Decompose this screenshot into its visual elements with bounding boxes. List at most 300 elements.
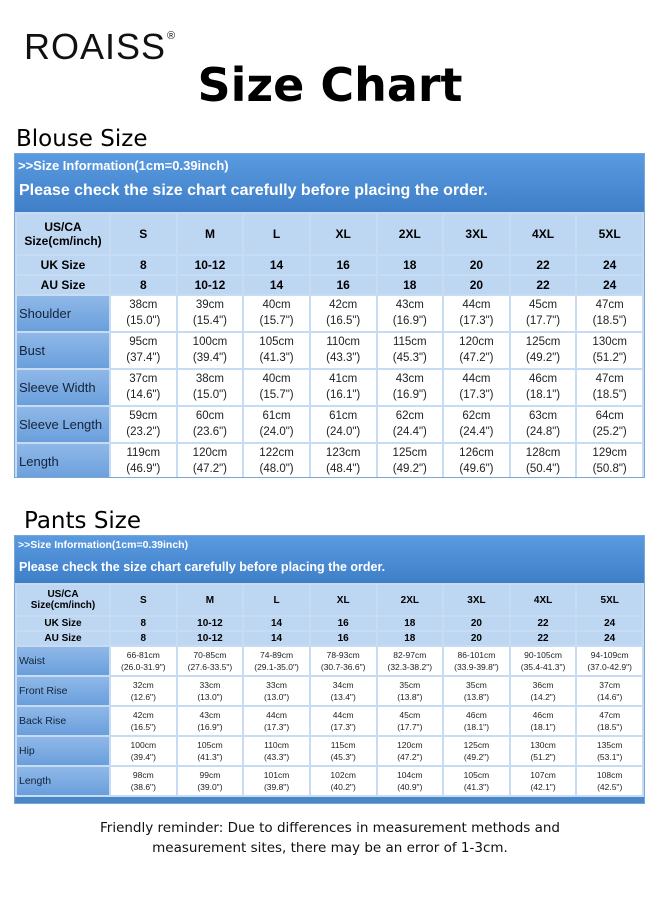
inch-value: (13.0") [197, 692, 223, 702]
blouse-chart-header [15, 154, 644, 212]
inch-value: (50.4") [526, 462, 561, 475]
pants-measure-cell [111, 707, 176, 735]
cm-value: 60cm [195, 409, 224, 422]
pants-measure-cell [577, 767, 642, 795]
blouse-measure-cell [111, 407, 176, 442]
cm-value: 44cm [332, 709, 354, 720]
pants-measure-cell [178, 647, 243, 675]
inch-value: (17.7") [397, 722, 423, 732]
cm-value: 45cm [529, 298, 558, 311]
pants-row-label: Length [17, 767, 109, 795]
inch-value: (48.0") [259, 462, 294, 475]
pants-us-size-5: 3XL [444, 585, 509, 615]
pants-measure-cell [378, 677, 443, 705]
pants-uk-size-3: 16 [311, 617, 376, 630]
pants-measure-cell [444, 677, 509, 705]
inch-value: (39.4") [130, 752, 156, 762]
blouse-size-table [15, 212, 644, 478]
pants-measure-cell [244, 707, 309, 735]
blouse-measure-cell [178, 407, 243, 442]
inch-value: (39.4") [192, 351, 227, 364]
pants-us-size-row [17, 585, 642, 615]
cm-value: 66-81cm [126, 649, 160, 660]
blouse-measure-cell [511, 370, 576, 405]
cm-value: 38cm [195, 372, 224, 385]
inch-value: (24.4") [392, 425, 427, 438]
inch-value: (38.6") [130, 782, 156, 792]
cm-value: 61cm [262, 409, 291, 422]
blouse-header-label: US/CA Size(cm/inch) [17, 214, 109, 254]
pants-measure-cell [311, 677, 376, 705]
inch-value: (47.2") [397, 752, 423, 762]
blouse-au-size-2: 14 [244, 276, 309, 294]
inch-value: (24.0") [259, 425, 294, 438]
blouse-measure-cell [444, 333, 509, 368]
cm-value: 40cm [262, 372, 291, 385]
blouse-measure-cell [244, 407, 309, 442]
cm-value: 135cm [596, 739, 623, 750]
inch-value: (26.0-31.9") [121, 662, 166, 672]
cm-value: 44cm [266, 709, 287, 720]
cm-value: 120cm [397, 739, 423, 750]
pants-au-size-row [17, 632, 642, 645]
cm-value: 115cm [392, 335, 427, 348]
inch-value: (42.5") [597, 782, 623, 792]
blouse-measure-cell [311, 333, 376, 368]
blouse-uk-size-1: 10-12 [178, 256, 243, 274]
blouse-measure-cell [111, 370, 176, 405]
cm-value: 62cm [395, 409, 424, 422]
inch-value: (17.3") [263, 722, 290, 732]
cm-value: 46cm [532, 709, 554, 720]
pants-row-label: Front Rise [17, 677, 109, 705]
pants-measure-cell [111, 737, 176, 765]
inch-value: (50.8") [592, 462, 627, 475]
blouse-size-chart [14, 153, 645, 478]
pants-us-size-6: 4XL [511, 585, 576, 615]
blouse-measure-cell [311, 444, 376, 478]
blouse-us-size-0: S [111, 214, 176, 254]
inch-value: (13.8") [463, 692, 490, 702]
cm-value: 82-97cm [393, 649, 427, 660]
pants-size-info: >>Size Information(1cm=0.39inch) [18, 539, 189, 551]
blouse-au-size-3: 16 [311, 276, 376, 294]
inch-value: (24.0") [326, 425, 361, 438]
cm-value: 115cm [330, 739, 356, 750]
pants-uk-size-1: 10-12 [178, 617, 243, 630]
cm-value: 34cm [332, 679, 354, 690]
inch-value: (18.1") [526, 388, 561, 401]
brand-name: ROAISS [24, 26, 167, 67]
cm-value: 78-93cm [326, 649, 360, 660]
cm-value: 37cm [129, 372, 158, 385]
inch-value: (17.7") [526, 314, 561, 327]
inch-value: (37.4") [126, 351, 161, 364]
inch-value: (18.1") [530, 722, 556, 732]
blouse-uk-size-4: 18 [378, 256, 443, 274]
pants-uk-size-4: 18 [378, 617, 443, 630]
pants-row-label: Hip [17, 737, 109, 765]
pants-measure-row [17, 647, 642, 675]
pants-au-size-5: 20 [444, 632, 509, 645]
cm-value: 74-89cm [260, 649, 294, 660]
cm-value: 122cm [259, 446, 294, 459]
blouse-measure-cell [378, 444, 443, 478]
cm-value: 125cm [463, 739, 490, 750]
blouse-uk-size-3: 16 [311, 256, 376, 274]
pants-au-size-7: 24 [577, 632, 642, 645]
cm-value: 36cm [532, 679, 554, 690]
inch-value: (33.9-39.8") [454, 662, 499, 672]
cm-value: 43cm [199, 709, 221, 720]
blouse-us-size-7: 5XL [577, 214, 642, 254]
cm-value: 130cm [592, 335, 627, 348]
cm-value: 100cm [192, 335, 228, 348]
cm-value: 38cm [129, 298, 158, 311]
blouse-measure-row [17, 370, 642, 405]
pants-measure-cell [378, 767, 443, 795]
inch-value: (17.3") [459, 314, 494, 327]
inch-value: (23.2") [126, 425, 161, 438]
blouse-measure-cell [311, 370, 376, 405]
inch-value: (49.2") [526, 351, 561, 364]
blouse-measure-cell [178, 333, 243, 368]
blouse-measure-cell [244, 333, 309, 368]
pants-us-size-3: XL [311, 585, 376, 615]
pants-measure-cell [378, 647, 443, 675]
blouse-measure-cell [577, 370, 642, 405]
blouse-measure-cell [244, 444, 309, 478]
blouse-measure-cell [444, 407, 509, 442]
blouse-check-notice: Please check the size chart carefully before placing the order. [19, 182, 488, 199]
pants-uk-size-row [17, 617, 642, 630]
pants-measure-cell [111, 767, 176, 795]
inch-value: (30.7-36.6") [320, 662, 366, 672]
pants-measure-cell [511, 767, 576, 795]
blouse-uk-size-2: 14 [244, 256, 309, 274]
pants-measure-cell [511, 707, 576, 735]
cm-value: 35cm [399, 679, 421, 690]
pants-uk-size-2: 14 [244, 617, 309, 630]
inch-value: (37.0-42.9") [587, 662, 632, 672]
cm-value: 59cm [129, 409, 158, 422]
cm-value: 94-109cm [590, 649, 629, 660]
pants-measure-cell [111, 677, 176, 705]
blouse-us-size-2: L [244, 214, 309, 254]
blouse-au-size-7: 24 [577, 276, 642, 294]
blouse-measure-cell [577, 407, 642, 442]
inch-value: (18.5") [592, 314, 627, 327]
blouse-measure-cell [311, 407, 376, 442]
blouse-measure-row [17, 333, 642, 368]
cm-value: 45cm [399, 709, 421, 720]
pants-measure-row [17, 707, 642, 735]
cm-value: 100cm [130, 739, 157, 750]
pants-uk-label: UK Size [17, 617, 109, 630]
cm-value: 47cm [599, 709, 621, 720]
blouse-measure-cell [511, 296, 576, 331]
blouse-uk-label: UK Size [17, 256, 109, 274]
pants-us-size-0: S [111, 585, 176, 615]
blouse-measure-cell [577, 444, 642, 478]
blouse-measure-cell [111, 296, 176, 331]
pants-row-label: Waist [17, 647, 109, 675]
inch-value: (46.9") [126, 462, 161, 475]
inch-value: (40.2") [330, 782, 356, 792]
pants-au-size-0: 8 [111, 632, 176, 645]
cm-value: 44cm [462, 372, 491, 385]
pants-au-size-3: 16 [311, 632, 376, 645]
blouse-uk-size-0: 8 [111, 256, 176, 274]
inch-value: (51.2") [530, 752, 556, 762]
blouse-row-label: Sleeve Length [17, 407, 109, 442]
pants-measure-cell [311, 767, 376, 795]
pants-measure-cell [378, 737, 443, 765]
blouse-measure-cell [444, 296, 509, 331]
cm-value: 108cm [596, 769, 623, 780]
inch-value: (15.0") [192, 388, 227, 401]
pants-measure-cell [244, 767, 309, 795]
blouse-measure-cell [111, 333, 176, 368]
pants-section-title: Pants Size [24, 508, 142, 534]
reminder-line-1: Friendly reminder: Due to differences in measurement methods and [99, 820, 560, 836]
blouse-us-size-4: 2XL [378, 214, 443, 254]
registered-mark: ® [167, 30, 177, 42]
inch-value: (39.8") [263, 782, 290, 792]
blouse-au-size-6: 22 [511, 276, 576, 294]
pants-measure-row [17, 737, 642, 765]
inch-value: (16.9") [392, 314, 427, 327]
page-title: Size Chart [197, 58, 463, 112]
inch-value: (47.2") [192, 462, 227, 475]
pants-au-size-1: 10-12 [178, 632, 243, 645]
blouse-au-label: AU Size [17, 276, 109, 294]
blouse-au-size-1: 10-12 [178, 276, 243, 294]
blouse-au-size-5: 20 [444, 276, 509, 294]
pants-measure-cell [444, 737, 509, 765]
pants-measure-cell [111, 647, 176, 675]
pants-chart-header [15, 536, 644, 583]
inch-value: (43.3") [326, 351, 361, 364]
cm-value: 42cm [329, 298, 358, 311]
blouse-au-size-row [17, 276, 642, 294]
blouse-uk-size-row [17, 256, 642, 274]
inch-value: (53.1") [597, 752, 623, 762]
cm-value: 105cm [259, 335, 294, 348]
cm-value: 42cm [132, 709, 154, 720]
inch-value: (48.4") [326, 462, 361, 475]
cm-value: 99cm [199, 769, 221, 780]
pants-measure-cell [577, 677, 642, 705]
inch-value: (42.1") [530, 782, 556, 792]
cm-value: 105cm [463, 769, 490, 780]
inch-value: (16.5") [326, 314, 361, 327]
blouse-measure-cell [577, 296, 642, 331]
blouse-us-size-3: XL [311, 214, 376, 254]
cm-value: 39cm [195, 298, 224, 311]
pants-measure-cell [444, 647, 509, 675]
cm-value: 90-105cm [524, 649, 562, 660]
pants-us-size-2: L [244, 585, 309, 615]
blouse-us-size-6: 4XL [511, 214, 576, 254]
cm-value: 101cm [263, 769, 290, 780]
blouse-uk-size-7: 24 [577, 256, 642, 274]
cm-value: 40cm [262, 298, 291, 311]
cm-value: 63cm [529, 409, 558, 422]
inch-value: (17.3") [459, 388, 494, 401]
inch-value: (41.3") [463, 782, 490, 792]
blouse-row-label: Shoulder [17, 296, 109, 331]
blouse-au-size-0: 8 [111, 276, 176, 294]
pants-measure-cell [178, 707, 243, 735]
pants-uk-size-7: 24 [577, 617, 642, 630]
cm-value: 105cm [197, 739, 223, 750]
blouse-uk-size-6: 22 [511, 256, 576, 274]
cm-value: 110cm [326, 335, 361, 348]
pants-size-chart [14, 535, 645, 804]
inch-value: (35.4-41.3") [520, 662, 566, 672]
pants-row-label: Back Rise [17, 707, 109, 735]
cm-value: 110cm [264, 739, 289, 750]
pants-measure-cell [244, 677, 309, 705]
inch-value: (45.3") [392, 351, 427, 364]
pants-header-label: US/CA Size(cm/inch) [17, 585, 109, 615]
inch-value: (41.3") [197, 752, 223, 762]
inch-value: (14.6") [126, 388, 161, 401]
pants-measure-cell [444, 707, 509, 735]
pants-us-size-7: 5XL [577, 585, 642, 615]
inch-value: (49.2") [392, 462, 427, 475]
pants-measure-cell [311, 737, 376, 765]
cm-value: 62cm [462, 409, 491, 422]
pants-measure-cell [511, 737, 576, 765]
inch-value: (41.3") [259, 351, 294, 364]
blouse-measure-cell [178, 296, 243, 331]
pants-measure-cell [378, 707, 443, 735]
blouse-measure-cell [511, 333, 576, 368]
blouse-measure-cell [244, 296, 309, 331]
inch-value: (47.2") [459, 351, 494, 364]
cm-value: 104cm [397, 769, 423, 780]
blouse-measure-cell [178, 370, 243, 405]
pants-au-size-6: 22 [511, 632, 576, 645]
pants-measure-cell [577, 647, 642, 675]
pants-measure-cell [577, 737, 642, 765]
pants-check-notice: Please check the size chart carefully before placing the order. [19, 560, 386, 574]
blouse-measure-cell [444, 444, 509, 478]
cm-value: 33cm [199, 679, 221, 690]
pants-au-size-2: 14 [244, 632, 309, 645]
cm-value: 86-101cm [457, 649, 496, 660]
blouse-measure-cell [378, 407, 443, 442]
blouse-row-label: Bust [17, 333, 109, 368]
blouse-measure-cell [311, 296, 376, 331]
cm-value: 126cm [459, 446, 494, 459]
blouse-measure-row [17, 296, 642, 331]
inch-value: (45.3") [330, 752, 356, 762]
cm-value: 44cm [462, 298, 491, 311]
inch-value: (15.0") [126, 314, 161, 327]
cm-value: 98cm [132, 769, 154, 780]
cm-value: 123cm [325, 446, 361, 459]
pants-au-size-4: 18 [378, 632, 443, 645]
cm-value: 47cm [595, 298, 624, 311]
inch-value: (32.3-38.2") [387, 662, 433, 672]
pants-uk-size-0: 8 [111, 617, 176, 630]
inch-value: (39.0") [197, 782, 223, 792]
inch-value: (18.1") [463, 722, 490, 732]
inch-value: (51.2") [592, 351, 627, 364]
pants-measure-cell [511, 677, 576, 705]
blouse-us-size-row [17, 214, 642, 254]
cm-value: 95cm [129, 335, 158, 348]
cm-value: 130cm [530, 739, 556, 750]
cm-value: 107cm [530, 769, 556, 780]
inch-value: (24.8") [526, 425, 561, 438]
cm-value: 70-85cm [193, 649, 227, 660]
inch-value: (15.7") [259, 388, 294, 401]
inch-value: (16.1") [326, 388, 361, 401]
pants-us-size-1: M [178, 585, 243, 615]
blouse-measure-cell [511, 444, 576, 478]
blouse-measure-row [17, 444, 642, 478]
cm-value: 125cm [525, 335, 561, 348]
inch-value: (18.5") [597, 722, 623, 732]
inch-value: (24.4") [459, 425, 494, 438]
inch-value: (12.6") [130, 692, 156, 702]
cm-value: 129cm [592, 446, 627, 459]
blouse-measure-cell [511, 407, 576, 442]
blouse-uk-size-5: 20 [444, 256, 509, 274]
pants-measure-row [17, 677, 642, 705]
blouse-au-size-4: 18 [378, 276, 443, 294]
cm-value: 43cm [395, 298, 424, 311]
inch-value: (16.9") [392, 388, 427, 401]
blouse-measure-cell [444, 370, 509, 405]
cm-value: 128cm [525, 446, 561, 459]
inch-value: (18.5") [592, 388, 627, 401]
blouse-row-label: Length [17, 444, 109, 478]
cm-value: 120cm [459, 335, 494, 348]
inch-value: (16.5") [130, 722, 156, 732]
inch-value: (49.2") [463, 752, 490, 762]
pants-measure-row [17, 767, 642, 795]
inch-value: (29.1-35.0") [254, 662, 299, 672]
cm-value: 37cm [599, 679, 621, 690]
cm-value: 64cm [595, 409, 624, 422]
inch-value: (13.4") [330, 692, 356, 702]
inch-value: (27.6-33.5") [187, 662, 233, 672]
pants-measure-cell [178, 767, 243, 795]
blouse-size-info: >>Size Information(1cm=0.39inch) [18, 158, 229, 173]
blouse-measure-cell [378, 370, 443, 405]
inch-value: (49.6") [459, 462, 494, 475]
cm-value: 33cm [266, 679, 287, 690]
inch-value: (16.9") [197, 722, 223, 732]
cm-value: 46cm [466, 709, 487, 720]
inch-value: (13.0") [263, 692, 290, 702]
blouse-section-title: Blouse Size [16, 126, 148, 152]
cm-value: 47cm [595, 372, 624, 385]
cm-value: 125cm [392, 446, 428, 459]
blouse-row-label: Sleeve Width [17, 370, 109, 405]
pants-measure-cell [244, 647, 309, 675]
pants-measure-cell [311, 647, 376, 675]
inch-value: (17.3") [330, 722, 356, 732]
cm-value: 120cm [192, 446, 228, 459]
blouse-measure-cell [244, 370, 309, 405]
friendly-reminder [60, 818, 600, 858]
